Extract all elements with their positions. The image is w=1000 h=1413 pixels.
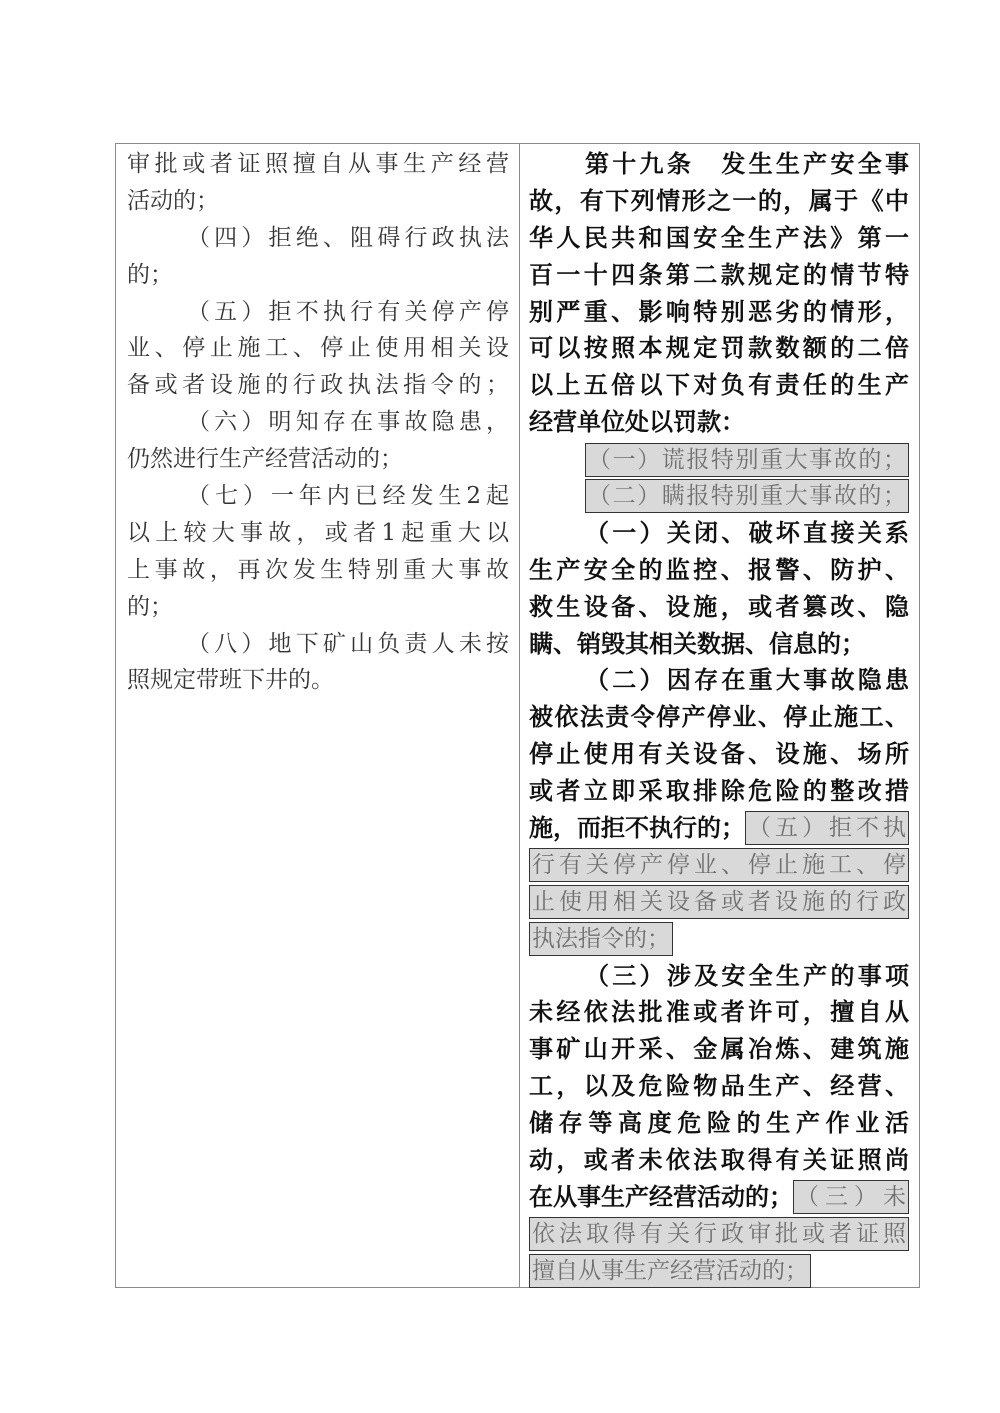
- highlighted-text-segment: 止使用相关设备或者设施的行政: [529, 885, 909, 919]
- text-segment: 工，以及危险物品生产、经营、: [529, 1072, 909, 1101]
- text-segment: （三）涉及安全生产的事项: [585, 961, 909, 990]
- text-line: [127, 441, 509, 478]
- text-line: [529, 257, 909, 294]
- text-line: [127, 294, 509, 331]
- text-segment: 的；: [127, 593, 173, 620]
- text-segment: 备或者设施的行政执法指令的；: [127, 372, 509, 399]
- text-line: [529, 1031, 909, 1068]
- text-segment: 以上较大事故，或者1起重大以: [127, 519, 509, 546]
- text-segment: 别严重、影响特别恶劣的情形，: [529, 297, 909, 326]
- text-line: [529, 1216, 909, 1253]
- text-line: [529, 367, 909, 404]
- text-line: [529, 330, 909, 367]
- text-segment: 动，或者未依法取得有关证照尚: [529, 1146, 909, 1175]
- text-line: [529, 1142, 909, 1179]
- text-segment: 事矿山开采、金属冶炼、建筑施: [529, 1035, 909, 1064]
- highlighted-text-segment: 擅自从事生产经营活动的；: [529, 1254, 811, 1288]
- text-segment: （八）地下矿山负责人未按: [187, 630, 509, 657]
- text-line: [127, 404, 509, 441]
- highlighted-text-segment: （三）未: [793, 1180, 909, 1214]
- text-segment: 照规定带班下井的。: [127, 667, 334, 694]
- text-line: [529, 626, 909, 663]
- text-segment: 第十九条 发生生产安全事: [585, 150, 909, 178]
- text-line: [529, 552, 909, 589]
- text-segment: 施，而拒不执行的；: [529, 814, 745, 843]
- text-line: [529, 1253, 909, 1290]
- text-segment: （七）一年内已经发生2起: [187, 483, 509, 510]
- text-segment: 审批或者证照擅自从事生产经营: [127, 151, 509, 177]
- text-segment: 可以按照本规定罚款数额的二倍: [529, 334, 909, 363]
- text-line: [529, 478, 909, 515]
- text-line: [529, 294, 909, 331]
- text-line: [529, 847, 909, 884]
- text-segment: 百一十四条第二款规定的情节特: [529, 260, 909, 289]
- text-line: [127, 367, 509, 404]
- text-line: [529, 589, 909, 626]
- text-segment: （五）拒不执行有关停产停: [187, 298, 509, 325]
- text-segment: 在从事生产经营活动的；: [529, 1182, 793, 1211]
- text-segment: 或者立即采取排除危险的整改措: [529, 777, 909, 806]
- text-line: [529, 810, 909, 847]
- text-line: [529, 1179, 909, 1216]
- text-segment: （四）拒绝、阻碍行政执法: [187, 224, 509, 251]
- highlighted-text-segment: 执法指令的；: [529, 922, 673, 956]
- text-segment: （二）因存在重大事故隐患: [585, 666, 909, 695]
- text-segment: 活动的；: [127, 187, 219, 214]
- text-segment: 业、停止施工、停止使用相关设: [127, 335, 509, 362]
- text-segment: 上事故，再次发生特别重大事故: [127, 556, 509, 583]
- text-line: [529, 404, 909, 441]
- text-line: [529, 662, 909, 699]
- text-line: [127, 257, 509, 294]
- text-segment: 仍然进行生产经营活动的；: [127, 446, 403, 473]
- text-line: [127, 330, 509, 367]
- text-line: [529, 958, 909, 995]
- text-line: [127, 552, 509, 589]
- text-line: [529, 994, 909, 1031]
- highlighted-text-segment: （一）谎报特别重大事故的；: [585, 443, 909, 477]
- text-line: [127, 220, 509, 257]
- text-segment: （一）关闭、破坏直接关系: [585, 518, 909, 547]
- text-segment: 被依法责令停产停业、停止施工、: [529, 703, 909, 732]
- text-line: [127, 146, 509, 183]
- text-segment: 未经依法批准或者许可，擅自从: [529, 998, 909, 1027]
- highlighted-text-segment: （二）瞒报特别重大事故的；: [585, 479, 909, 513]
- highlighted-text-segment: 依法取得有关行政审批或者证照: [529, 1217, 909, 1251]
- text-segment: 生产安全的监控、报警、防护、: [529, 555, 909, 584]
- text-line: [529, 736, 909, 773]
- text-segment: 储存等高度危险的生产作业活: [529, 1109, 909, 1138]
- text-line: [529, 699, 909, 736]
- text-segment: 停止使用有关设备、设施、场所: [529, 740, 909, 769]
- text-line: [529, 146, 909, 183]
- highlighted-text-segment: （五）拒不执: [745, 811, 909, 845]
- text-segment: 经营单位处以罚款：: [529, 408, 745, 437]
- text-line: [529, 884, 909, 921]
- text-line: [127, 662, 509, 699]
- text-line: [529, 1068, 909, 1105]
- text-line: [529, 1105, 909, 1142]
- text-line: [529, 921, 909, 958]
- text-line: [529, 441, 909, 478]
- text-segment: 的；: [127, 261, 173, 288]
- right-column-revised-text: [520, 144, 919, 1287]
- comparison-table: [115, 143, 920, 1288]
- text-line: [127, 515, 509, 552]
- text-segment: 瞒、销毁其相关数据、信息的；: [529, 629, 865, 658]
- text-segment: 华人民共和国安全生产法》第一: [529, 223, 909, 252]
- text-line: [529, 773, 909, 810]
- text-line: [127, 183, 509, 220]
- text-line: [529, 183, 909, 220]
- text-line: [529, 220, 909, 257]
- text-segment: 以上五倍以下对负有责任的生产: [529, 371, 909, 400]
- text-line: [127, 478, 509, 515]
- text-segment: 救生设备、设施，或者篡改、隐: [529, 592, 909, 621]
- text-segment: 故，有下列情形之一的，属于《中: [529, 186, 909, 215]
- text-segment: （六）明知存在事故隐患，: [187, 409, 509, 436]
- text-line: [127, 589, 509, 626]
- left-column-original-text: [116, 144, 520, 1287]
- text-line: [127, 626, 509, 663]
- highlighted-text-segment: 行有关停产停业、停止施工、停: [529, 848, 909, 882]
- text-line: [529, 515, 909, 552]
